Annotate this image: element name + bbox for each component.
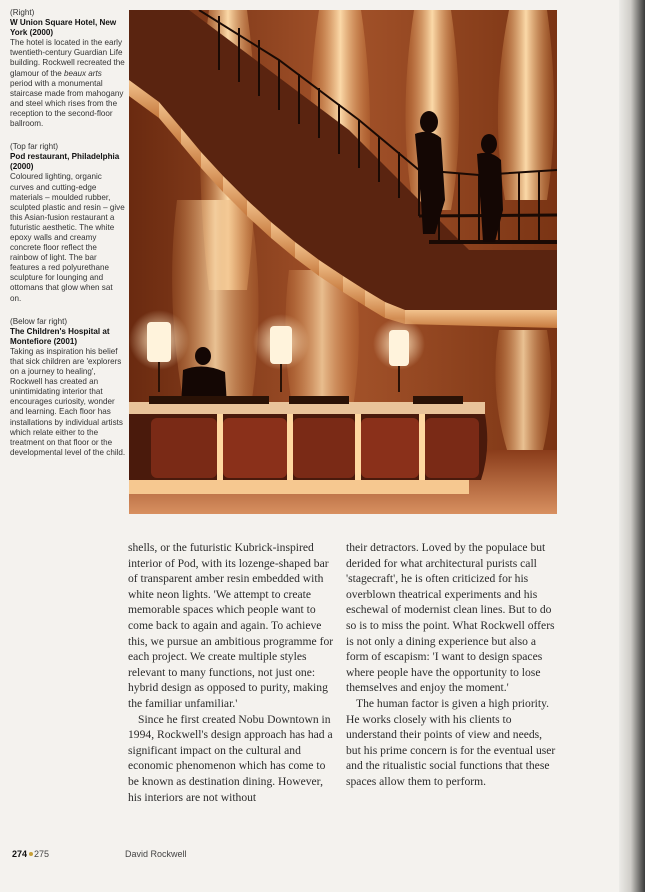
caption-title: The Children's Hospital at Montefiore (2001) bbox=[10, 326, 110, 346]
caption-column bbox=[10, 8, 126, 471]
caption-title: Pod restaurant, Philadelphia (2000) bbox=[10, 152, 120, 172]
book-spine-shadow bbox=[619, 0, 645, 892]
hotel-staircase-photo bbox=[129, 10, 557, 514]
caption-position: (Right) bbox=[10, 8, 35, 17]
caption-text: Taking as inspiration his belief that sick children are 'explorers on a journey to healing', Rockwell has created an unintimidating interior that encourages curiosity, wonder and learning. Each floor has installations by individual artists which relate either to the treatment on that floor or the developmental level of the child. bbox=[10, 346, 126, 457]
staircase-illustration bbox=[129, 10, 557, 514]
page-number-next: 275 bbox=[34, 849, 50, 859]
body-paragraph: their detractors. Loved by the populace but derided for what architectural purists call 'stagecraft', he is often criticized for his overblown theatrical experiments and his eschewal of modernist clean lines. But to do so is to miss the point. What Rockwell offers is not only a dining experience but also a form of escapism: 'I want to design spaces where people have the opportunity to lose themselves and enjoy the moment.' bbox=[346, 541, 555, 695]
body-column-1 bbox=[128, 540, 338, 805]
running-head: David Rockwell bbox=[125, 849, 187, 859]
caption-text: Coloured lighting, organic curves and cutting-edge materials – moulded rubber, sculpted plastic and resin – give this Asian-fusion restaurant a futuristic aesthetic. The white epoxy walls and creamy concrete floor reflect the rainbow of light. The bar features a red polyurethane sculpture for lounging and ottomans that glow when sat on. bbox=[10, 172, 125, 303]
body-paragraph: Since he first created Nobu Downtown in 1994, Rockwell's design approach has had a significant impact on the cultural and economic phenomenon which has come to be known as destination dining. However, his interiors are not without bbox=[128, 712, 333, 804]
caption-position: (Top far right) bbox=[10, 142, 59, 152]
body-paragraph: shells, or the futuristic Kubrick-inspired interior of Pod, with its lozenge-shaped bar of transparent amber resin embedded with white neon lights. 'We attempt to create memorable spaces which people want to come back to again and again. To achieve this, we pursue an ambitious programme for each project. We create multiple styles relevant to many functions, not just one: hybrid design as opposed to purity, making the familiar unfamiliar.' bbox=[128, 541, 334, 710]
caption-w-union-square bbox=[10, 8, 126, 129]
page-separator-dot bbox=[29, 852, 33, 856]
page-number-current: 274 bbox=[12, 849, 28, 859]
body-column-2 bbox=[346, 540, 558, 790]
caption-text: The hotel is located in the early twentieth-century Guardian Life building. Rockwell recreated the glamour of the beaux arts period with a monumental staircase made from mahogany and steel which rises from the reception to the second-floor ballroom. bbox=[10, 38, 125, 129]
caption-pod-restaurant bbox=[10, 142, 126, 304]
body-paragraph: The human factor is given a high priority. He works closely with his clients to understand their points of view and needs, but his prime concern is for the eventual user and the ritualistic social functions that these spaces allow them to perform. bbox=[346, 696, 556, 788]
caption-childrens-hospital bbox=[10, 317, 126, 458]
caption-position: (Below far right) bbox=[10, 316, 68, 326]
reception-desk bbox=[129, 396, 487, 494]
caption-title: W Union Square Hotel, New York (2000) bbox=[10, 18, 117, 38]
